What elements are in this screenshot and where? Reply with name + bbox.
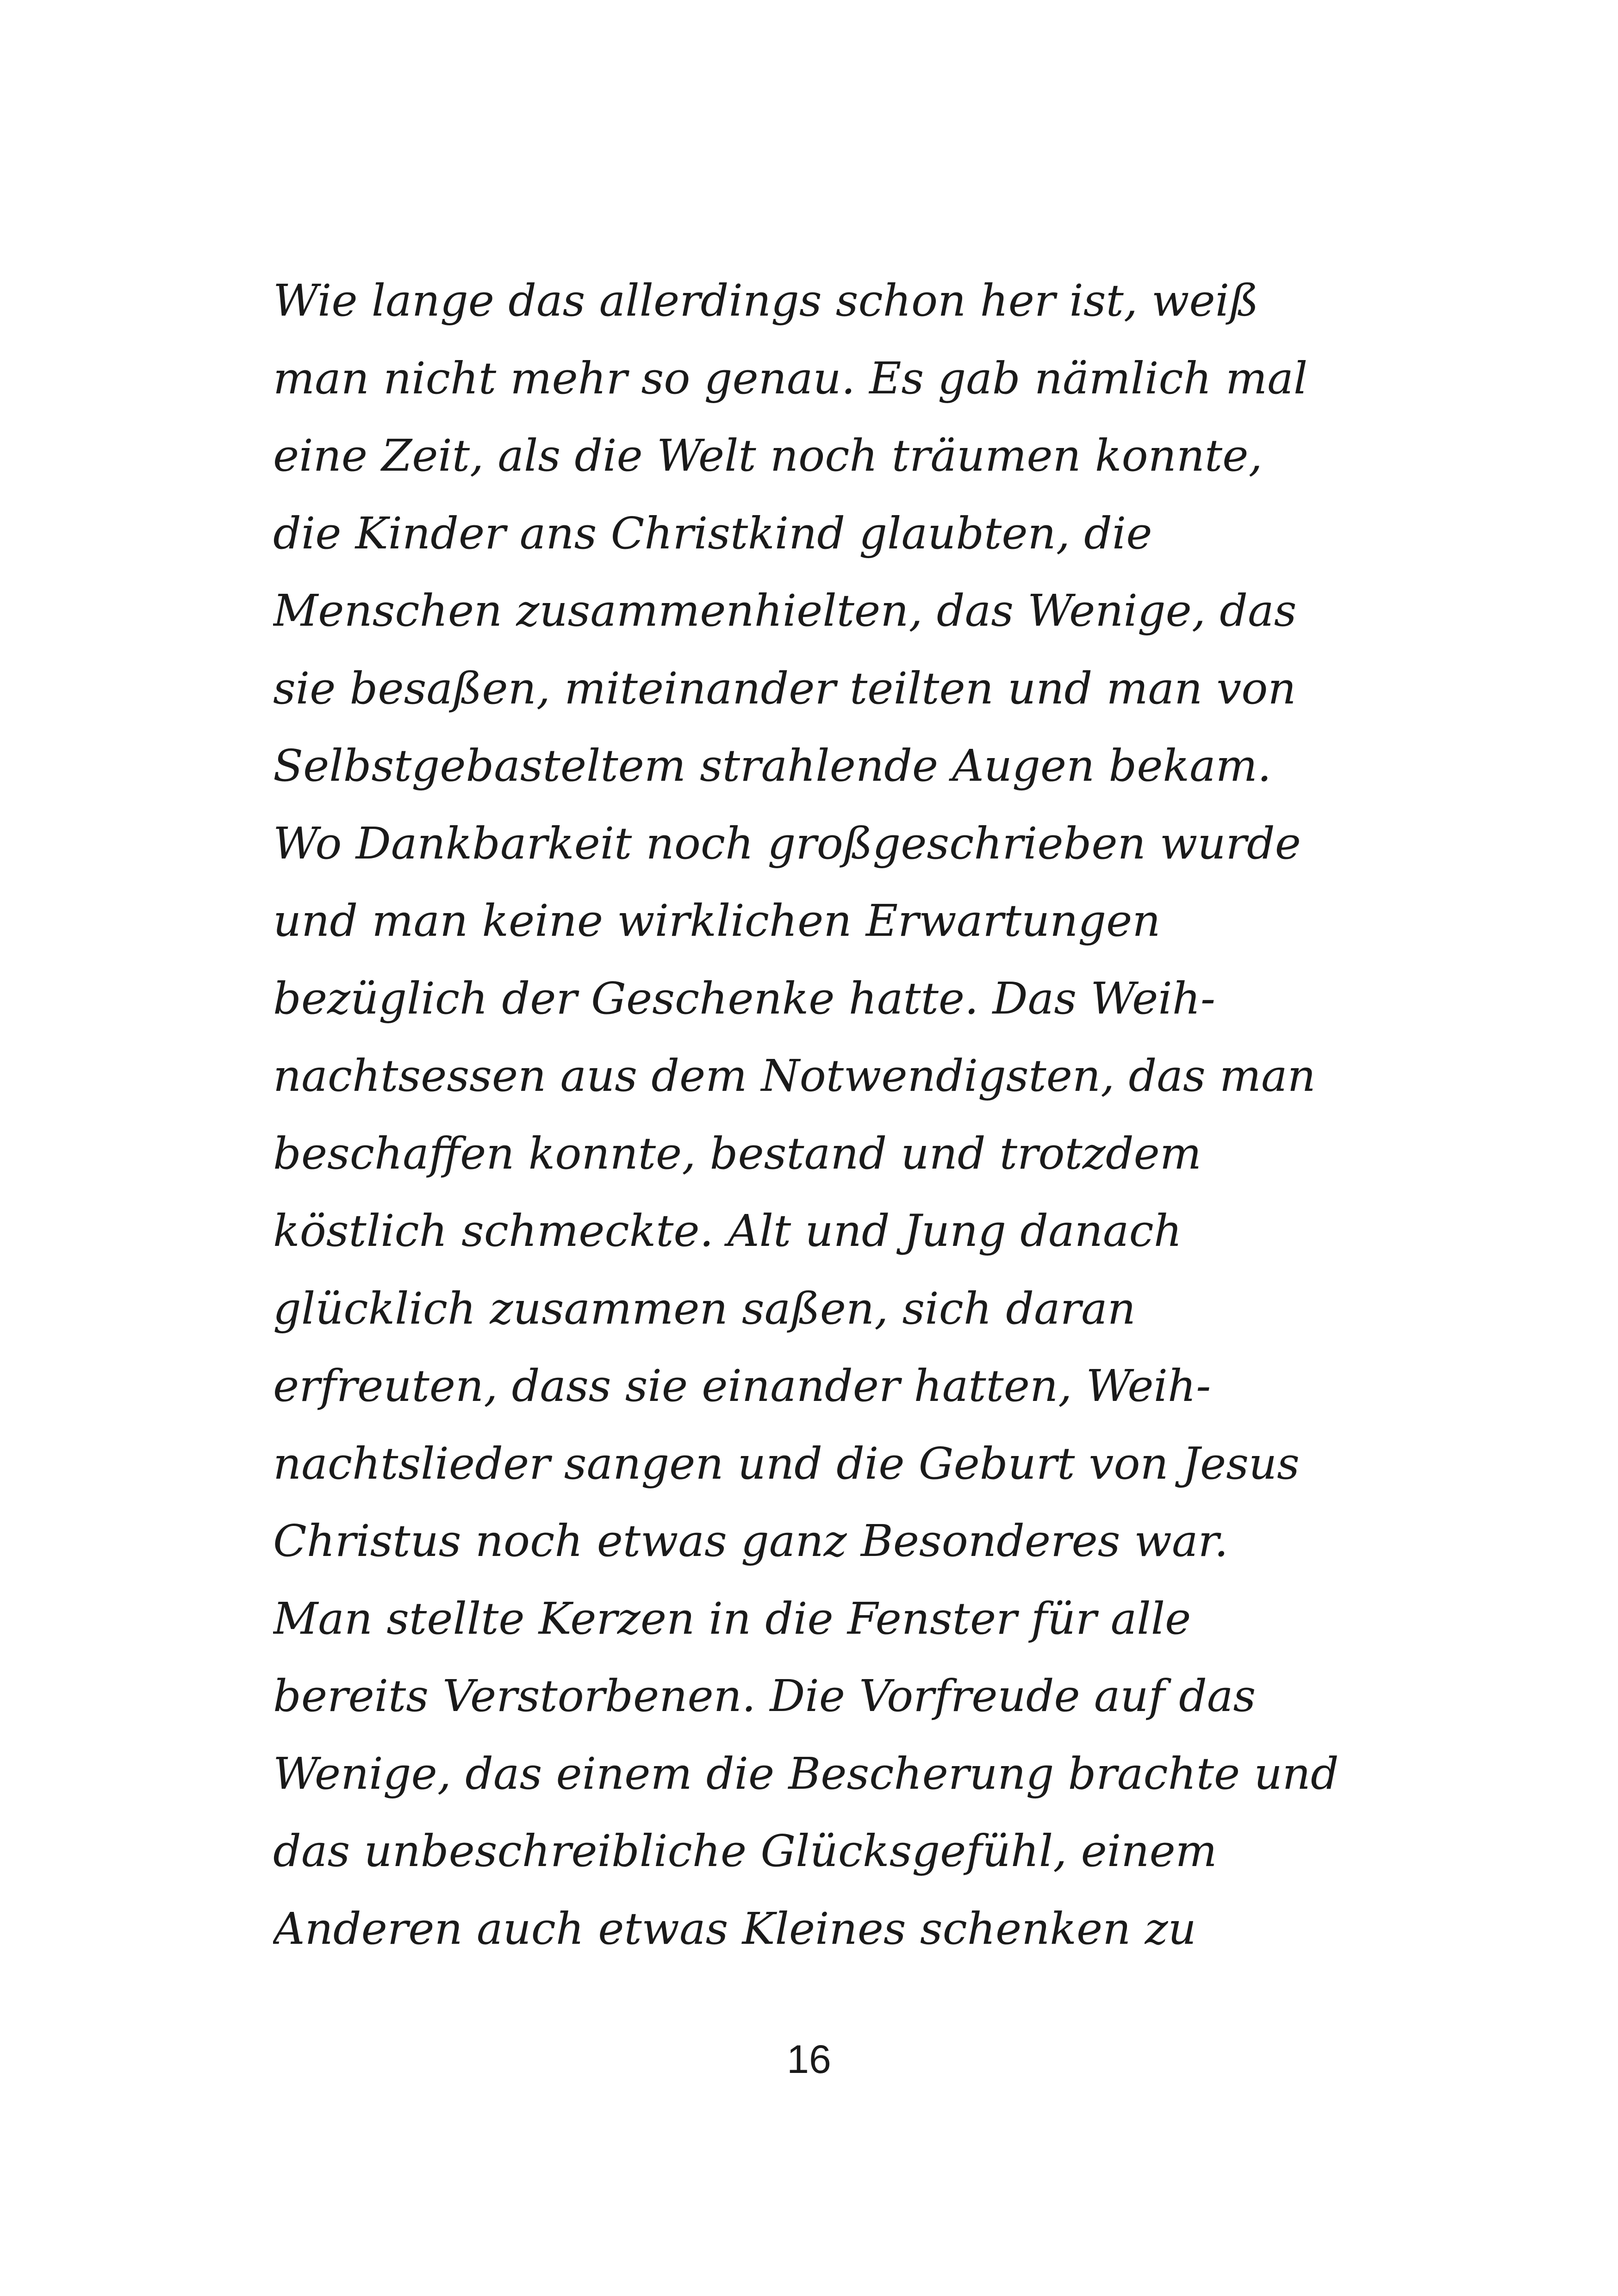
text-line: Man stellte Kerzen in die Fenster für alle	[273, 1593, 1191, 1644]
text-line: Wenige, das einem die Bescherung brachte und	[273, 1748, 1339, 1799]
text-line: nachtslieder sangen und die Geburt von Jesus	[273, 1438, 1300, 1489]
text-line: die Kinder ans Christkind glaubten, die	[273, 508, 1152, 559]
text-line: Christus noch etwas ganz Besonderes war.	[273, 1516, 1228, 1567]
text-line: nachtsessen aus dem Notwendigsten, das man	[273, 1051, 1316, 1101]
text-line: eine Zeit, als die Welt noch träumen konnte,	[273, 430, 1263, 481]
text-line: erfreuten, dass sie einander hatten, Weih-	[273, 1361, 1211, 1412]
text-line: das unbeschreibliche Glücksgefühl, einem	[273, 1826, 1217, 1877]
text-line: köstlich schmeckte. Alt und Jung danach	[273, 1206, 1182, 1257]
text-line: glücklich zusammen saßen, sich daran	[273, 1283, 1136, 1334]
text-line: sie besaßen, miteinander teilten und man von	[273, 663, 1296, 714]
text-line: und man keine wirklichen Erwartungen	[273, 896, 1161, 946]
text-line: beschaffen konnte, bestand und trotzdem	[273, 1128, 1201, 1179]
text-line: Anderen auch etwas Kleines schenken zu	[273, 1903, 1196, 1954]
text-line: bezüglich der Geschenke hatte. Das Weih-	[273, 973, 1216, 1024]
text-line: Wie lange das allerdings schon her ist, weiß	[273, 275, 1259, 326]
body-text	[273, 273, 1351, 1979]
text-line: Menschen zusammenhielten, das Wenige, das	[273, 585, 1297, 636]
text-line: Wo Dankbarkeit noch großgeschrieben wurde	[273, 818, 1301, 869]
page-number: 16	[787, 2037, 831, 2082]
text-line: man nicht mehr so genau. Es gab nämlich mal	[273, 353, 1308, 404]
text-line: Selbstgebasteltem strahlende Augen bekam.	[273, 740, 1272, 791]
text-line: bereits Verstorbenen. Die Vorfreude auf das	[273, 1671, 1256, 1722]
